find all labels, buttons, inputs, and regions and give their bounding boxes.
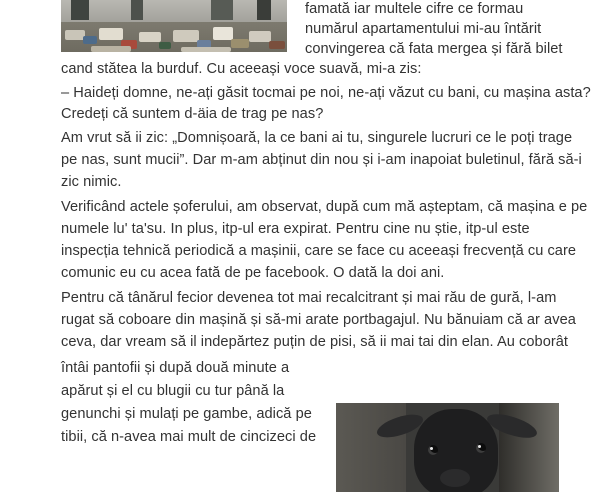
black-lamb-photo: [336, 403, 559, 492]
text-line: numărul apartamentului mi-au întărit: [305, 21, 542, 37]
text-line: Am vrut să ii zic: „Domnișoară, la ce bani ai tu, singurele lucruri ce le poți trage: [61, 130, 573, 146]
text-line: tibii, că n-avea mai mult de cincizeci de: [61, 429, 317, 445]
text-line: numele lu' ta'su. In plus, itp-ul era expirat. Pentru cine nu știe, itp-ul este: [61, 221, 530, 237]
text-line: apărut și el cu blugii cu tur până la: [61, 383, 285, 399]
text-line: – Haideți domne, ne-ați găsit tocmai pe noi, ne-ați văzut cu bani, cu mașina asta?: [61, 85, 591, 101]
text-line: Verificând actele șoferului, am observat, după cum mă așteptam, că mașina e pe: [61, 199, 588, 215]
text-line: Pentru că tânărul fecior devenea tot mai recalcitrant și mai rău de gură, l-am: [61, 290, 557, 306]
text-line: comunic eu cu acea fată de pe facebook. O dată la doi ani.: [61, 265, 445, 281]
text-line: genunchi și mulați pe gambe, adică pe: [61, 406, 312, 422]
text-line: pe nas, sunt mucii”. Dar m-am abținut din nou și i-am inapoiat buletinul, fără să-i: [61, 152, 582, 168]
text-line: întâi pantofii și după două minute a: [61, 360, 290, 376]
garbage-heap-photo: [61, 0, 287, 52]
text-line: Credeți că suntem d-äia de trag pe nas?: [61, 106, 324, 122]
text-line: rugat să coboare din mașină și să-mi arate portbagajul. Nu bănuiam că ar avea: [61, 312, 576, 328]
text-line: famată iar multele cifre ce formau: [305, 1, 524, 17]
text-line: zic nimic.: [61, 174, 122, 190]
text-line: cand stătea la burduf. Cu aceeași voce suavă, mi-a zis:: [61, 61, 422, 77]
text-line: ceva, dar vream să il indepărtez puțin de pisi, să ii mai tai din elan. Au coborât: [61, 334, 569, 350]
text-line: convingerea că fata mergea și fără bilet: [305, 41, 563, 57]
text-line: inspecția tehnică periodică a mașinii, care se face cu aceeași frecvență cu care: [61, 243, 577, 259]
